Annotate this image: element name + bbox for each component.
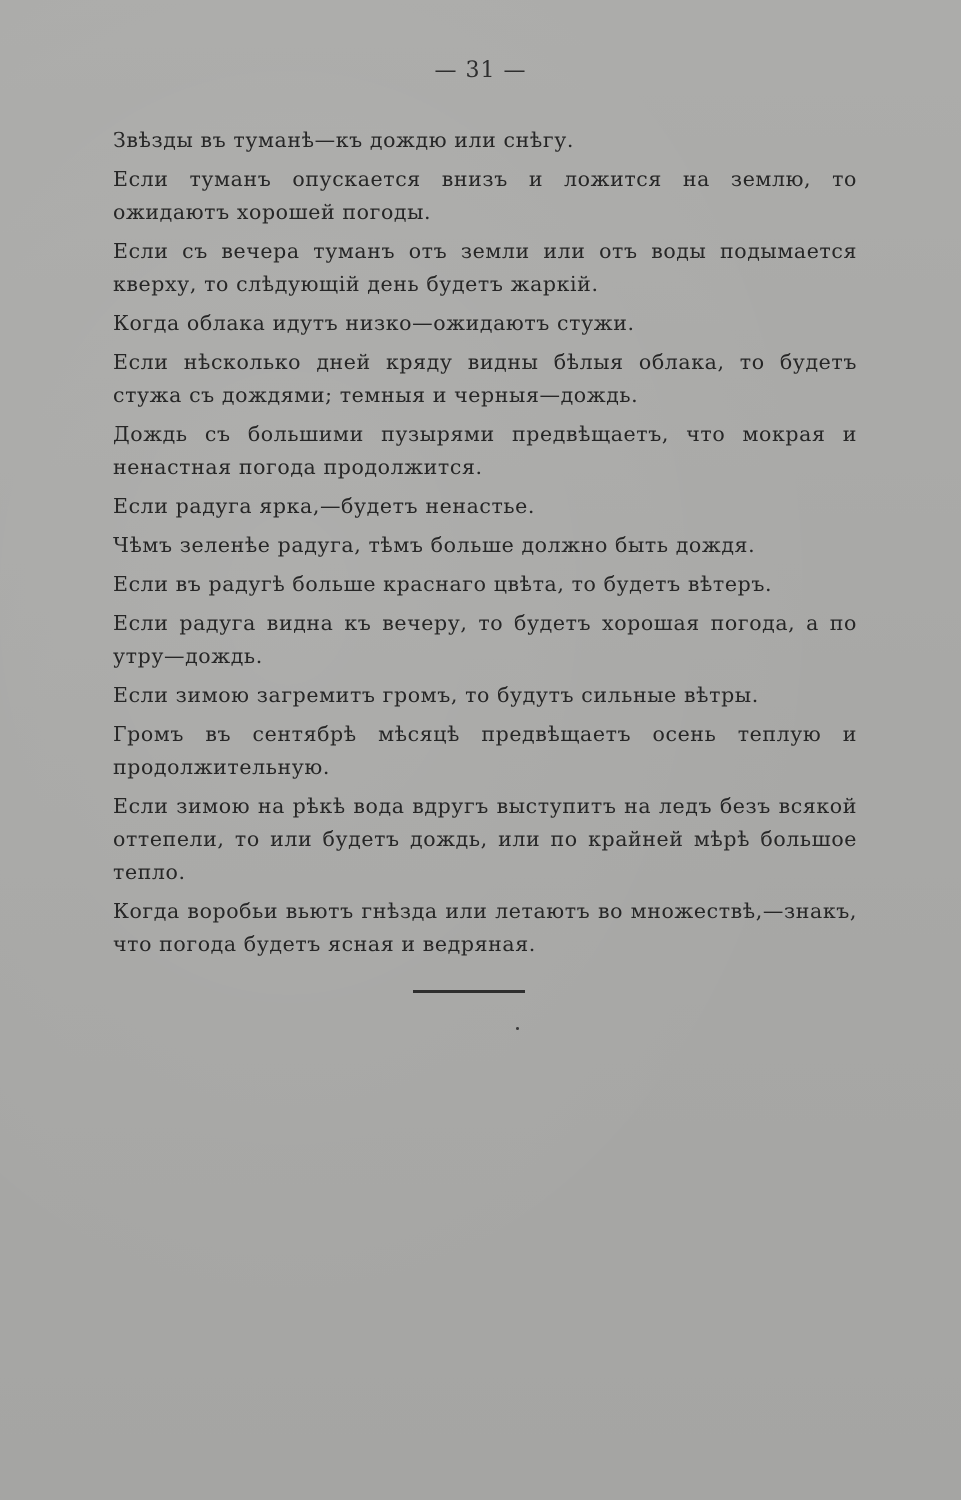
paragraph: Если нѣсколько дней кряду видны бѣлыя облака, то будетъ стужа съ дождями; темныя и черныя—дождь. [113,350,857,407]
page-number: — 31 — [434,58,527,83]
text-body [113,124,857,967]
paragraph: Если радуга ярка,—будетъ ненастье. [113,494,536,518]
paragraph: Когда воробьи вьютъ гнѣзда или летаютъ во множествѣ,—знакъ, что погода будетъ ясная и ведряная. [113,899,857,956]
paragraph: Если зимою на рѣкѣ вода вдругъ выступитъ на ледъ безъ всякой оттепели, то или будетъ дождь, или по крайней мѣрѣ большое тепло. [113,794,857,884]
paragraph: Если туманъ опускается внизъ и ложится на землю, то ожидаютъ хорошей погоды. [113,167,857,224]
paragraph: Если въ радугѣ больше краснаго цвѣта, то будетъ вѣтеръ. [113,572,773,596]
paragraph: Чѣмъ зеленѣе радуга, тѣмъ больше должно быть дождя. [113,533,756,557]
paragraph: Звѣзды въ туманѣ—къ дождю или снѣгу. [113,128,574,152]
paragraph: Если зимою загремитъ громъ, то будутъ сильные вѣтры. [113,683,759,707]
print-speck [516,1027,519,1030]
paragraph: Если съ вечера туманъ отъ земли или отъ воды подымается кверху, то слѣдующій день будетъ жаркій. [113,239,857,296]
paragraph: Когда облака идутъ низко—ожидаютъ стужи. [113,311,635,335]
paragraph: Если радуга видна къ вечеру, то будетъ хорошая погода, а по утру—дождь. [113,611,857,668]
paragraph: Дождь съ большими пузырями предвѣщаетъ, что мокрая и ненастная погода продолжится. [113,422,857,479]
end-rule [413,990,525,993]
paragraph: Громъ въ сентябрѣ мѣсяцѣ предвѣщаетъ осень теплую и продолжительную. [113,722,857,779]
